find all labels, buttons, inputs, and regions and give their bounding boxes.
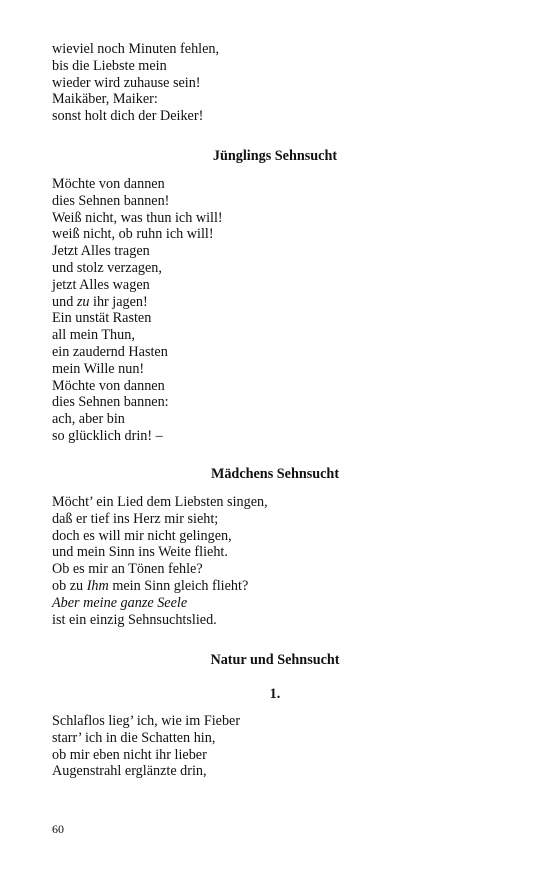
verse-line: und stolz verzagen, bbox=[52, 259, 162, 276]
stanza-continued bbox=[52, 41, 219, 125]
verse-line bbox=[52, 294, 223, 311]
verse-line: bis die Liebste mein bbox=[52, 57, 167, 74]
verse-line: Ob es mir an Tönen fehle? bbox=[52, 561, 203, 578]
verse-text: ob zu bbox=[52, 577, 87, 594]
verse-line: ist ein einzig Sehnsuchtslied. bbox=[52, 611, 217, 628]
verse-line: ein zaudernd Hasten bbox=[52, 343, 168, 360]
verse-line: weiß nicht, ob ruhn ich will! bbox=[52, 226, 214, 243]
book-page bbox=[52, 0, 498, 880]
verse-line: Möchte von dannen bbox=[52, 176, 165, 192]
verse-line: und mein Sinn ins Weite flieht. bbox=[52, 544, 228, 561]
verse-emphasis: Ihm bbox=[86, 577, 109, 594]
verse-emphasis: Aber meine ganze Seele bbox=[52, 594, 188, 611]
verse-line: dies Sehnen bannen: bbox=[52, 394, 169, 411]
verse-line: dies Sehnen bannen! bbox=[52, 192, 170, 209]
poem-natur-und-sehnsucht bbox=[52, 713, 240, 780]
verse-line: Möcht’ ein Lied dem Liebsten singen, bbox=[52, 494, 268, 510]
verse-line: mein Wille nun! bbox=[52, 360, 145, 377]
poem-section-number: 1. bbox=[269, 686, 281, 702]
verse-emphasis: zu bbox=[76, 293, 90, 310]
verse-text: ihr jagen! bbox=[89, 293, 148, 310]
verse-line: so glücklich drin! – bbox=[52, 427, 163, 444]
verse-line: all mein Thun, bbox=[52, 327, 135, 344]
verse-line: doch es will mir nicht gelingen, bbox=[52, 527, 232, 544]
verse-line: Weiß nicht, was thun ich will! bbox=[52, 209, 223, 226]
verse-line: Möchte von dannen bbox=[52, 377, 165, 394]
verse-line: jetzt Alles wagen bbox=[52, 276, 150, 293]
verse-line bbox=[52, 595, 268, 612]
poem-title-maedchens-sehnsucht: Mädchens Sehnsucht bbox=[210, 466, 340, 482]
verse-text: und bbox=[52, 293, 77, 310]
verse-text: mein Sinn gleich flieht? bbox=[108, 577, 249, 594]
verse-line: wieviel noch Minuten fehlen, bbox=[52, 41, 220, 57]
poem-title-natur-und-sehnsucht: Natur und Sehnsucht bbox=[210, 652, 340, 668]
verse-line: Ein unstät Rasten bbox=[52, 310, 152, 327]
verse-line: ach, aber bin bbox=[52, 411, 125, 428]
verse-line: sonst holt dich der Deiker! bbox=[52, 108, 204, 125]
verse-line: wieder wird zuhause sein! bbox=[52, 74, 201, 91]
verse-line: daß er tief ins Herz mir sieht; bbox=[52, 510, 219, 527]
verse-line: Schlaflos lieg’ ich, wie im Fieber bbox=[52, 713, 241, 729]
verse-line: Maikäber, Maiker: bbox=[52, 91, 158, 108]
verse-line: Augenstrahl erglänzte drin, bbox=[52, 763, 207, 780]
page-number: 60 bbox=[52, 822, 64, 836]
verse-line: starr’ ich in die Schatten hin, bbox=[52, 729, 216, 746]
verse-line bbox=[52, 578, 268, 595]
verse-line: ob mir eben nicht ihr lieber bbox=[52, 746, 207, 763]
poem-maedchens-sehnsucht bbox=[52, 494, 268, 628]
poem-juenglings-sehnsucht bbox=[52, 176, 223, 445]
poem-title-juenglings-sehnsucht: Jünglings Sehnsucht bbox=[212, 148, 338, 164]
verse-line: Jetzt Alles tragen bbox=[52, 243, 150, 260]
